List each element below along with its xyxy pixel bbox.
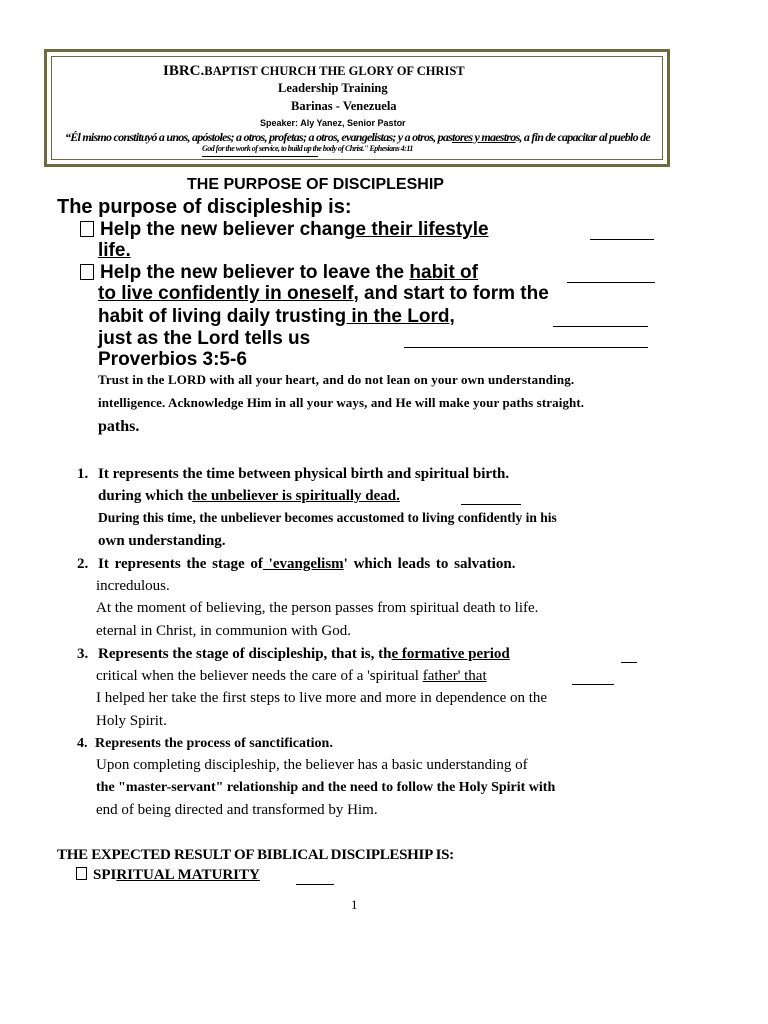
item-text: eternal in Christ, in communion with God. bbox=[96, 623, 351, 639]
item-text: At the moment of believing, the person passes from spiritual death to life. bbox=[96, 600, 539, 616]
item-text: It represents the time between physical birth and spiritual birth. bbox=[98, 466, 510, 482]
page-number: 1 bbox=[351, 897, 358, 912]
bullet-habit-line3 bbox=[98, 306, 455, 328]
item-number: 2. bbox=[77, 556, 89, 572]
item-text-underlined: he unbeliever is spiritually dead. bbox=[192, 488, 400, 504]
item-text-underlined: father' that bbox=[422, 668, 487, 684]
checkbox-bullet-icon bbox=[80, 221, 94, 237]
bullet-habit-line2 bbox=[98, 283, 549, 305]
fill-in-blank bbox=[404, 347, 648, 348]
bullet-habit-line4: just as the Lord tells us bbox=[98, 328, 311, 349]
bullet-habit bbox=[80, 262, 478, 284]
item-text: Holy Spirit. bbox=[96, 713, 167, 729]
quote-part: s, a fin de capacitar al pueblo de bbox=[515, 130, 650, 144]
scripture-quote-english: God for the work of service, to build up the body of Christ." Ephesians 4:11 bbox=[202, 144, 413, 153]
fill-in-blank bbox=[572, 684, 614, 685]
item-number: 1. bbox=[77, 466, 89, 482]
org-name: BAPTIST CHURCH THE GLORY OF CHRIST bbox=[204, 64, 465, 78]
item-text-part: critical when the believer needs the care of a 'spiritual bbox=[96, 668, 423, 684]
bullet-text: Help the new believer to leave the bbox=[100, 262, 410, 283]
item-text-part: It represents the stage of bbox=[98, 556, 263, 572]
location: Barinas - Venezuela bbox=[291, 99, 397, 113]
fill-in-blank bbox=[461, 504, 521, 505]
fill-in-blank bbox=[621, 662, 637, 663]
bullet-text: habit of living daily trustin bbox=[98, 306, 335, 327]
program-name: Leadership Training bbox=[278, 81, 388, 95]
quote-part: “Él mismo constituyó a unos, apóstoles; a otros, profetas; a otros, evangelistas; y a otros, pas bbox=[65, 130, 453, 144]
item-text: Represents the process of sanctification. bbox=[95, 736, 333, 751]
item-text: incredulous. bbox=[96, 578, 170, 594]
fill-in-blank bbox=[553, 326, 648, 327]
bullet-text-underlined: e their lifestyle bbox=[355, 219, 489, 240]
bullet-text: Help the new believer chang bbox=[100, 219, 356, 240]
checkbox-bullet-icon bbox=[76, 867, 87, 880]
org-title bbox=[163, 63, 465, 80]
bullet-text: , and start to form the bbox=[353, 283, 549, 304]
speaker: Speaker: Aly Yanez, Senior Pastor bbox=[260, 118, 406, 128]
verse-line: paths. bbox=[98, 418, 140, 435]
org-prefix: IBRC. bbox=[163, 63, 205, 79]
item-text-underlined: e formative period bbox=[391, 646, 510, 662]
bullet-lifestyle bbox=[80, 219, 489, 241]
item-text: During this time, the unbeliever becomes accustomed to living confidently in his bbox=[98, 510, 557, 525]
verse-line: intelligence. Acknowledge Him in all your ways, and He will make your paths straight. bbox=[98, 395, 585, 410]
scripture-quote-spanish bbox=[65, 130, 650, 145]
item-text: end of being directed and transformed by Him. bbox=[96, 802, 378, 818]
item-text bbox=[98, 646, 510, 663]
item-text-underlined: 'evangelism bbox=[262, 556, 344, 572]
checkbox-bullet-icon bbox=[80, 264, 94, 280]
bullet-text-underlined: g in the Lord, bbox=[334, 306, 455, 327]
item-number: 3. bbox=[77, 646, 89, 662]
item-number: 4. bbox=[77, 736, 88, 751]
item-text: the "master-servant" relationship and the need to follow the Holy Spirit with bbox=[96, 780, 556, 795]
bullet-lifestyle-cont: life. bbox=[98, 240, 131, 261]
item-text: Upon completing discipleship, the believer has a basic understanding of bbox=[96, 757, 528, 773]
result-bullet bbox=[76, 867, 260, 884]
quote-part-underlined: tores y maestro bbox=[452, 130, 516, 144]
verse-line: Trust in the LORD with all your heart, and do not lean on your own understanding. bbox=[98, 372, 575, 387]
item-text bbox=[98, 488, 400, 505]
fill-in-blank bbox=[567, 282, 655, 283]
item-text bbox=[98, 556, 515, 573]
fill-in-blank bbox=[590, 239, 654, 240]
item-text: I helped her take the first steps to live more and more in dependence on the bbox=[96, 690, 548, 706]
item-text-part: during which t bbox=[98, 488, 193, 504]
item-text: own understanding. bbox=[98, 533, 226, 549]
item-text bbox=[96, 668, 487, 685]
result-heading: THE EXPECTED RESULT OF BIBLICAL DISCIPLESHIP IS: bbox=[57, 847, 454, 863]
page-title: THE PURPOSE OF DISCIPLESHIP bbox=[187, 176, 444, 193]
verse-reference: Proverbios 3:5-6 bbox=[98, 349, 247, 370]
bullet-text-underlined: to live confidently in oneself bbox=[98, 283, 354, 304]
result-text-underlined: RITUAL MATURITY bbox=[116, 867, 260, 883]
item-text-part: ' which leads to salvation. bbox=[343, 556, 516, 572]
quote-underline bbox=[202, 156, 318, 157]
item-text-part: Represents the stage of discipleship, that is, th bbox=[98, 646, 392, 662]
fill-in-blank bbox=[296, 884, 334, 885]
bullet-text-underlined: habit of bbox=[409, 262, 478, 283]
intro-heading: The purpose of discipleship is: bbox=[57, 196, 352, 218]
result-text: SPI bbox=[93, 867, 117, 883]
